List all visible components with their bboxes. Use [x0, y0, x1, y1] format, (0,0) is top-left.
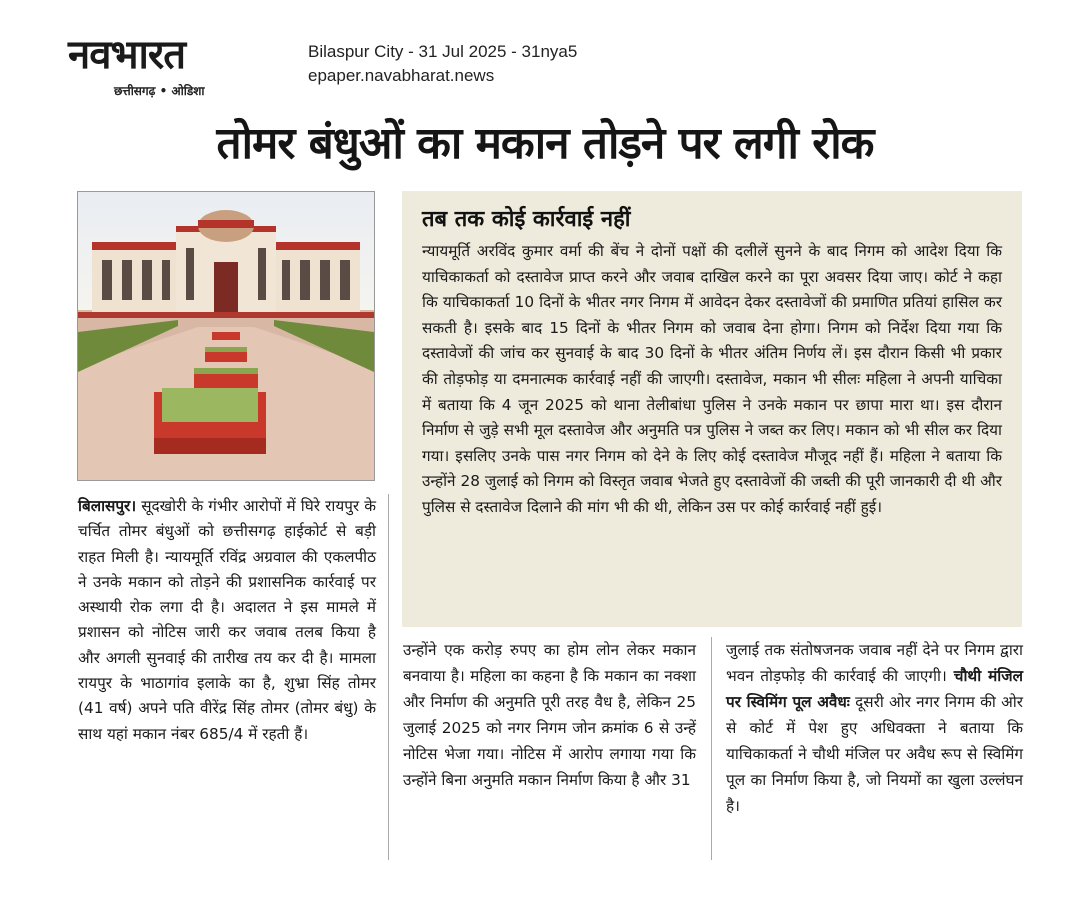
high-court-photo — [77, 191, 375, 481]
subheading: चौथी मंजिल पर स्विमिंग पूल अवैधः — [726, 667, 1023, 711]
sidebar-title: तब तक कोई कार्रवाई नहीं — [422, 207, 631, 232]
masthead — [68, 30, 288, 96]
dateline: बिलासपुर। — [78, 497, 137, 515]
column-1-text: सूदखोरी के गंभीर आरोपों में घिरे रायपुर के चर्चित तोमर बंधुओं को छत्तीसगढ़ हाईकोर्ट से बड़ी राहत मिली है। न्यायमूर्ति रविंद्र अग्रवाल की एकलपीठ ने उनके मकान को तोड़ने की प्रशासनिक कार्रवाई पर अस्थायी रोक लगा दी है। अदालत ने इस मामले में प्रशासन को नोटिस जारी कर जवाब तलब किया है और अगली सुनवाई की तारीख तय कर दी है। मामला रायपुर के भाठागांव इलाके का है, शुभ्रा सिंह तोमर (41 वर्ष) अपने पति वीरेंद्र सिंह तोमर (तोमर बंधु) के साथ यहां मकान नंबर 685/4 में रहती हैं। — [78, 497, 376, 743]
logo-subtitle: छत्तीसगढ़ • ओडिशा — [114, 84, 205, 98]
article-column-2: उन्होंने एक करोड़ रुपए का होम लोन लेकर मकान बनवाया है। महिला का कहना है कि मकान का नक्शा और निर्माण की अनुमति पूरी तरह वैध है, लेकिन 25 जुलाई 2025 को नगर निगम जोन क्रमांक 6 से उन्हें नोटिस भेजा गया। नोटिस में आरोप लगाया गया कि उन्होंने बिना अनुमति मकान निर्माण किया है और 31 — [403, 641, 696, 789]
article-column-1 — [78, 494, 376, 747]
column-divider — [711, 637, 712, 860]
column-3-text-a: जुलाई तक संतोषजनक जवाब नहीं देने पर निगम द्वारा भवन तोड़फोड़ की कार्रवाई की जाएगी। — [726, 641, 1023, 685]
court-building-image — [78, 192, 374, 480]
edition-line: Bilaspur City - 31 Jul 2025 - 31nya5 — [308, 42, 578, 61]
sidebar-box — [402, 191, 1022, 627]
column-3-text-b: दूसरी ओर नगर निगम की ओर से कोर्ट में पेश हुए अधिवक्ता ने बताया कि याचिकाकर्ता ने चौथी मंजिल पर अवैध रूप से स्विमिंग पूल का निर्माण किया है, जो नियमों का खुला उल्लंघन है। — [726, 693, 1023, 815]
page-headline: तोमर बंधुओं का मकान तोड़ने पर लगी रोक — [216, 118, 874, 169]
newspaper-logo: नवभारत — [68, 32, 186, 78]
article-column-3 — [726, 637, 1023, 819]
column-divider — [388, 494, 389, 860]
epaper-url[interactable]: epaper.navabharat.news — [308, 66, 495, 85]
edition-meta — [308, 40, 577, 88]
sidebar-body: न्यायमूर्ति अरविंद कुमार वर्मा की बेंच ने दोनों पक्षों की दलीलें सुनने के बाद निगम को आदेश दिया कि याचिकाकर्ता को दस्तावेज प्राप्त करने और जवाब दाखिल करने का पूरा अवसर दिया जाए। कोर्ट ने कहा कि याचिकाकर्ता 10 दिनों के भीतर नगर निगम में आवेदन देकर दस्तावेजों की प्रमाणित प्रतियां हासिल कर सकती है। इसके बाद 15 दिनों के भीतर निगम को जवाब देना होगा। निगम को निर्देश दिया गया कि दस्तावेजों की जांच कर सुनवाई के बाद 30 दिनों के भीतर अंतिम निर्णय लें। इस दौरान किसी भी प्रकार की तोड़फोड़ या दमनात्मक कार्रवाई नहीं की जाएगी। दस्तावेज, मकान भी सीलः महिला ने अपनी याचिका में बताया कि 4 जून 2025 को थाना तेलीबांधा पुलिस ने उनके मकान पर छापा मारा था। इस दौरान निर्माण से जुड़े सभी मूल दस्तावेज और अनुमति पत्र पुलिस ने जब्त कर लिए। मकान को भी सील कर दिया गया। इसलिए उनके पास नगर निगम को देने के लिए कोई दस्तावेज मौजूद नहीं हैं। महिला ने बताया कि उन्होंने 28 जुलाई को निगम को विस्तृत जवाब भेजते हुए दस्तावेजों की जब्ती की पूरी जानकारी दी थी और पुलिस से दस्तावेज दिलाने की मांग भी की थी, लेकिन उस पर कोई कार्रवाई नहीं हुई। — [422, 242, 1002, 516]
